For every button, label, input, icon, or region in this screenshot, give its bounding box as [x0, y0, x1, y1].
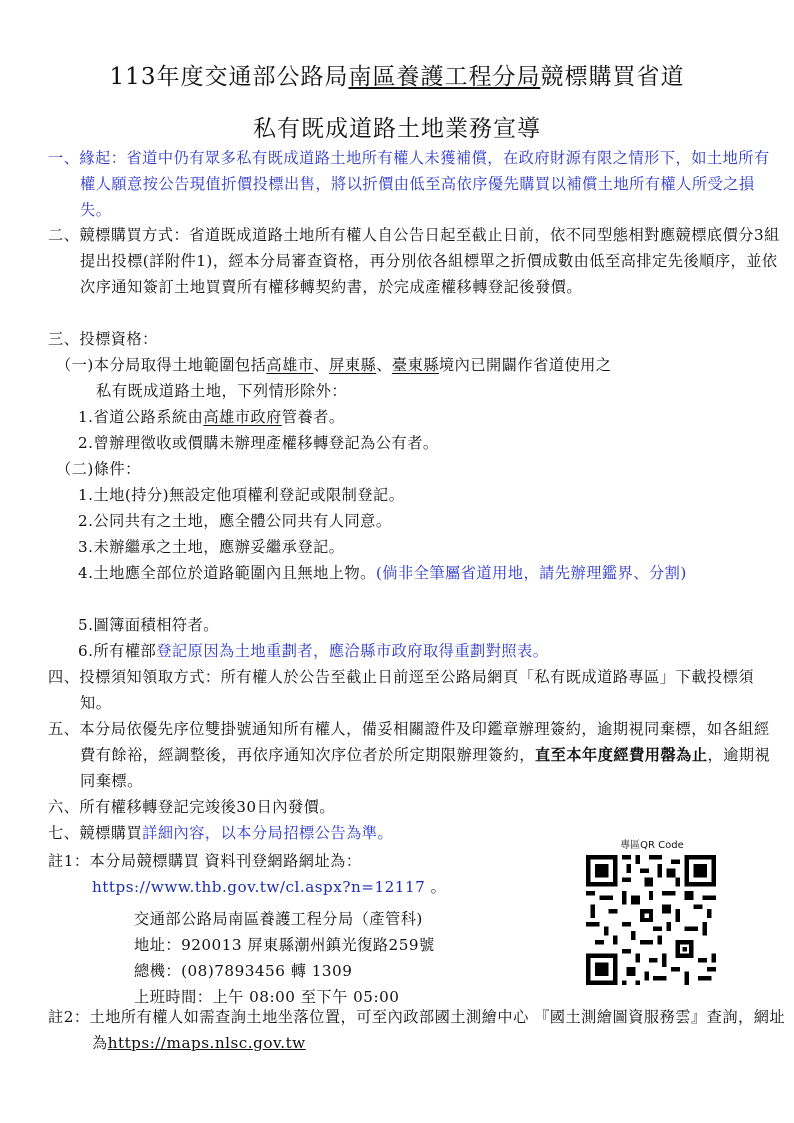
nlsc-maps-link[interactable]: https://maps.nlsc.gov.tw	[107, 1034, 306, 1052]
section-number: 二、	[48, 226, 80, 244]
condition-1: 1.土地(持分)無設定他項權利登記或限制登記。	[78, 486, 405, 504]
title-part: 競標購買省道	[540, 64, 685, 90]
condition-4-note: (倘非全筆屬省道用地，請先辦理鑑界、分割)	[375, 564, 687, 582]
qr-code-icon[interactable]	[582, 855, 720, 985]
text: 、	[313, 356, 330, 374]
note-1	[48, 848, 568, 874]
condition-4	[78, 560, 768, 586]
text: 4.土地應全部位於道路範圍內且無地上物。	[78, 564, 376, 582]
condition-6	[78, 638, 748, 664]
section-3-heading	[48, 326, 748, 352]
text: 本分局依優先序位雙掛號通知所有權人，備妥相關證件及印鑑章辦理簽約，逾期視同棄標，如各組經費有餘裕，經調整後，再依序通知次序位者於所定期限辦理簽約，	[79, 720, 770, 764]
text: 競標購買	[79, 824, 143, 842]
text: 。	[425, 878, 447, 896]
contact-org: 交通部公路局南區養護工程分局（產管科)	[134, 910, 423, 928]
section-number: 五、	[48, 720, 80, 738]
section-1	[48, 145, 780, 223]
section-number: 三、	[48, 330, 80, 348]
section-4-text: 投標須知領取方式：所有權人於公告至截止日前逕至公路局網頁「私有既成道路專區」下載投標須知。	[79, 668, 754, 712]
qualification-1-line2: 私有既成道路土地，下列情形除外：	[96, 382, 347, 400]
text: 1.省道公路系統由	[78, 408, 204, 426]
section-3-title: 投標資格：	[79, 330, 158, 348]
page-subtitle: 私有既成道路土地業務宣導	[253, 116, 541, 142]
text: 管養者。	[281, 408, 345, 426]
condition-5: 5.圖簿面積相符者。	[78, 616, 219, 634]
qr-code-block	[582, 836, 722, 985]
title-part: 113年度交通部公路局	[109, 64, 349, 90]
qr-code-label: 專區QR Code	[620, 840, 684, 851]
budget-exhausted-note: 直至本年度經費用罄為止	[534, 746, 708, 764]
section-2	[48, 222, 780, 300]
note-2	[48, 1004, 792, 1056]
section-2-text: 競標購買方式：省道既成道路土地所有權人自公告日起至截止日前，依不同型態相對應競標底價分3組提出投標(詳附件1)，經本分局審查資格，再分別依各組標單之折價成數由低至高排定先後順序，並依次序通知簽訂土地買賣所有權移轉契約書，於完成產權移轉登記後發價。	[79, 226, 780, 296]
page-title	[0, 58, 794, 91]
section-4	[48, 664, 780, 716]
text: 、	[376, 356, 392, 374]
condition-2: 2.公同共有之土地，應全體公同共有人同意。	[78, 512, 392, 530]
text: ，逾期視同棄標。	[80, 746, 771, 790]
thb-website-link[interactable]: https://www.thb.gov.tw/cl.aspx?n=12117	[92, 878, 426, 896]
section-6	[48, 794, 748, 820]
region-kaohsiung: 高雄市	[266, 356, 314, 374]
condition-6-note: 登記原因為土地重劃者，應洽縣市政府取得重劃對照表。	[156, 642, 549, 660]
exclusion-2: 2.曾辦理徵收或價購未辦理產權移轉登記為公有者。	[78, 434, 439, 452]
text: 境內已開闢作省道使用之	[438, 356, 612, 374]
text: 6.所有權部	[78, 642, 157, 660]
contact-address: 地址：920013 屏東縣潮州鎮光復路259號	[134, 936, 435, 954]
region-taitung: 臺東縣	[391, 356, 439, 374]
section-number: 一、	[48, 149, 80, 167]
section-5	[48, 716, 780, 794]
title-underlined-office: 南區養護工程分局	[348, 64, 541, 90]
exclusion-1	[78, 404, 738, 430]
note-label: 註1：	[48, 852, 90, 870]
kaohsiung-city-government: 高雄市政府	[203, 408, 282, 426]
section-7-note: 詳細內容，以本分局招標公告為準。	[142, 824, 394, 842]
contact-hours: 上班時間：上午 08:00 至下午 05:00	[134, 988, 400, 1006]
section-number: 四、	[48, 668, 80, 686]
note-1-url-line	[92, 874, 572, 900]
note-label: 註2：	[48, 1008, 90, 1026]
condition-3: 3.未辦繼承之土地，應辦妥繼承登記。	[78, 538, 345, 556]
text: （一)本分局取得土地範圍包括	[56, 356, 267, 374]
contact-phone: 總機：(08)7893456 轉 1309	[134, 962, 353, 980]
conditions-heading: （二)條件：	[56, 460, 141, 478]
section-6-text: 所有權移轉登記完竣後30日內發價。	[79, 798, 336, 816]
region-pingtung: 屏東縣	[329, 356, 377, 374]
qualification-1	[56, 352, 756, 378]
note-2-text: 土地所有權人如需查詢土地坐落位置，可至內政部國土測繪中心 『國土測繪圖資服務雲』查詢，網址為	[89, 1008, 786, 1052]
section-number: 六、	[48, 798, 80, 816]
section-number: 七、	[48, 824, 80, 842]
note-1-text: 本分局競標購買 資料刊登網路網址為：	[89, 852, 362, 870]
section-1-text: 緣起：省道中仍有眾多私有既成道路土地所有權人未獲補償，在政府財源有限之情形下，如土地所有權人願意按公告現值折價投標出售，將以折價由低至高依序優先購買以補償土地所有權人所受之損失。	[79, 149, 770, 219]
section-7	[48, 820, 568, 846]
